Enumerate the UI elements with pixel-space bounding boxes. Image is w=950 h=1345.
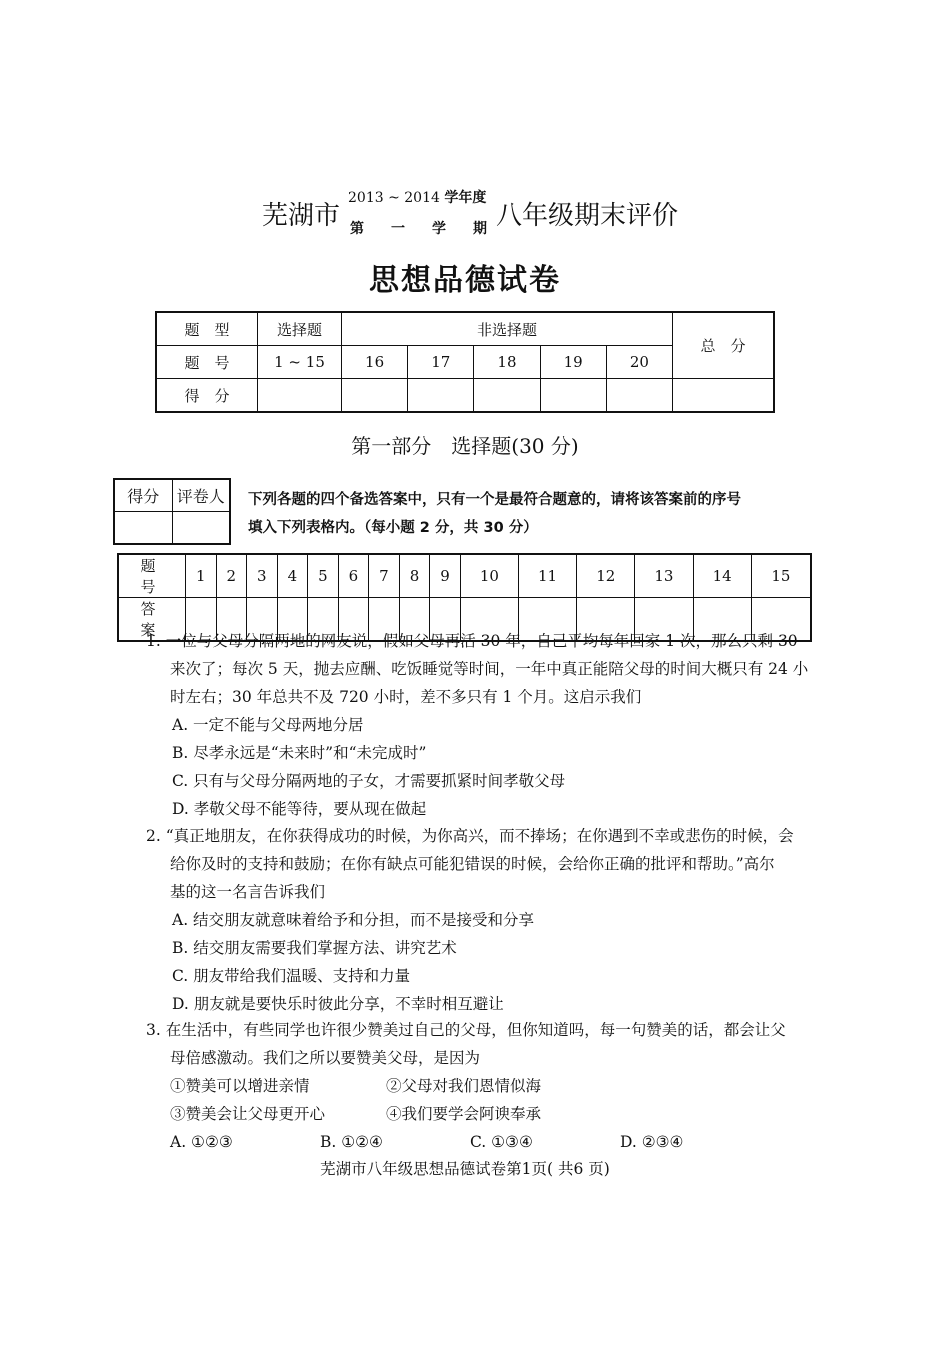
score-table-q19: 19: [540, 346, 606, 379]
question-2-option-d: D. 朋友就是要快乐时彼此分享，不幸时相互避让: [172, 995, 504, 1013]
grader-name-label: 评卷人: [172, 479, 230, 512]
question-1-option-d: D. 孝敬父母不能等待，要从现在做起: [172, 800, 427, 818]
question-3-options-row: [146, 1128, 821, 1156]
instructions: [248, 486, 828, 542]
score-cell[interactable]: [342, 379, 408, 413]
score-cell[interactable]: [258, 379, 342, 413]
question-2-stem-line: 2. “真正地朋友，在你获得成功的时候，为你高兴，而不捧场；在你遇到不幸或悲伤的时候，会: [146, 827, 794, 845]
header-city: 芜湖市: [262, 201, 341, 231]
question-3-item: ④我们要学会阿谀奉承: [386, 1105, 542, 1123]
score-cell[interactable]: [673, 379, 775, 413]
answer-number: 2: [216, 554, 247, 598]
question-2-stem-line: 给你及时的支持和鼓励；在你有缺点可能犯错误的时候，会给你正确的批评和帮助。”高尔: [170, 855, 775, 873]
header-year-range: 2013 ~ 2014: [348, 190, 440, 206]
question-2-stem-line: 基的这一名言告诉我们: [170, 883, 326, 901]
answer-table-number-label: 题 号: [118, 554, 186, 598]
grader-score-label: 得分: [114, 479, 172, 512]
question-3-option-a: A. ①②③: [170, 1133, 233, 1151]
answer-number: 14: [693, 554, 751, 598]
score-table-q17: 17: [408, 346, 474, 379]
instructions-line: 下列各题的四个备选答案中，只有一个是最符合题意的，请将该答案前的序号: [248, 492, 741, 508]
answer-number: 8: [399, 554, 430, 598]
page-footer: 芜湖市八年级思想品德试卷第1页( 共6 页): [320, 1160, 610, 1178]
answer-number: 6: [338, 554, 369, 598]
question-1-option-b: B. 尽孝永远是“未来时”和“未完成时”: [172, 744, 427, 762]
question-2: [146, 822, 821, 1018]
answer-number: 10: [460, 554, 518, 598]
grader-box: [113, 478, 231, 545]
answer-table-answer-label: 答 案: [118, 598, 186, 642]
answer-number: 1: [186, 554, 217, 598]
answer-number: 15: [751, 554, 811, 598]
question-2-option-a: A. 结交朋友就意味着给予和分担，而不是接受和分享: [172, 911, 535, 929]
question-1: [146, 627, 821, 823]
question-3-option-c: C. ①③④: [470, 1133, 533, 1151]
answer-number: 7: [369, 554, 400, 598]
score-table-score-label: 得 分: [156, 379, 258, 413]
score-table-nonchoice-label: 非选择题: [342, 312, 673, 346]
score-table-total-label: 总 分: [673, 312, 775, 379]
answer-number: 9: [430, 554, 461, 598]
answer-number: 4: [277, 554, 308, 598]
score-table: [155, 311, 775, 413]
question-3-item: ①赞美可以增进亲情: [170, 1077, 310, 1095]
score-table-q20: 20: [606, 346, 672, 379]
score-cell[interactable]: [474, 379, 540, 413]
question-3-item: ③赞美会让父母更开心: [170, 1105, 326, 1123]
answer-number: 3: [247, 554, 278, 598]
header-year-suffix: 学年度: [444, 190, 487, 206]
question-3-items-row: [146, 1100, 821, 1128]
score-cell[interactable]: [408, 379, 474, 413]
score-table-q18: 18: [474, 346, 540, 379]
question-3-item: ②父母对我们恩情似海: [386, 1077, 542, 1095]
score-table-range: 1 ~ 15: [258, 346, 342, 379]
question-2-option-b: B. 结交朋友需要我们掌握方法、讲究艺术: [172, 939, 457, 957]
answer-number: 12: [577, 554, 635, 598]
header-school-year: [348, 187, 486, 207]
answer-number: 13: [635, 554, 693, 598]
answer-number: 11: [518, 554, 576, 598]
section-title: 第一部分 选择题(30 分): [351, 434, 579, 458]
instructions-line: 填入下列表格内。（每小题 2 分，共 30 分）: [248, 520, 538, 536]
score-table-number-label: 题 号: [156, 346, 258, 379]
question-3-stem-line: 3. 在生活中，有些同学也许很少赞美过自己的父母，但你知道吗，每一句赞美的话，都会让父: [146, 1021, 786, 1039]
question-3: [146, 1016, 821, 1156]
grader-name-cell[interactable]: [172, 512, 230, 545]
answer-number: 5: [308, 554, 339, 598]
question-2-option-c: C. 朋友带给我们温暖、支持和力量: [172, 967, 411, 985]
question-3-items-row: [146, 1072, 821, 1100]
score-table-type-label: 题 型: [156, 312, 258, 346]
question-1-stem-line: 时左右；30 年总共不及 720 小时，差不多只有 1 个月。这启示我们: [170, 688, 642, 706]
question-1-option-c: C. 只有与父母分隔两地的子女，才需要抓紧时间孝敬父母: [172, 772, 566, 790]
header-grade-title: 八年级期末评价: [496, 201, 679, 231]
score-table-q16: 16: [342, 346, 408, 379]
header-term: 第一学期: [350, 221, 514, 237]
score-cell[interactable]: [540, 379, 606, 413]
score-table-choice-label: 选择题: [258, 312, 342, 346]
score-cell[interactable]: [606, 379, 672, 413]
grader-score-cell[interactable]: [114, 512, 172, 545]
question-1-stem-line: 来次了；每次 5 天，抛去应酬、吃饭睡觉等时间，一年中真正能陪父母的时间大概只有 24 小: [170, 660, 809, 678]
question-1-option-a: A. 一定不能与父母两地分居: [172, 716, 364, 734]
question-1-stem-line: 1. 一位与父母分隔两地的网友说，假如父母再活 30 年，自己平均每年回家 1 次，那么只剩 30: [146, 632, 798, 650]
question-3-option-b: B. ①②④: [320, 1133, 383, 1151]
question-3-option-d: D. ②③④: [620, 1133, 684, 1151]
question-3-stem-line: 母倍感激动。我们之所以要赞美父母，是因为: [170, 1049, 481, 1067]
page-title: 思想品德试卷: [369, 263, 561, 298]
